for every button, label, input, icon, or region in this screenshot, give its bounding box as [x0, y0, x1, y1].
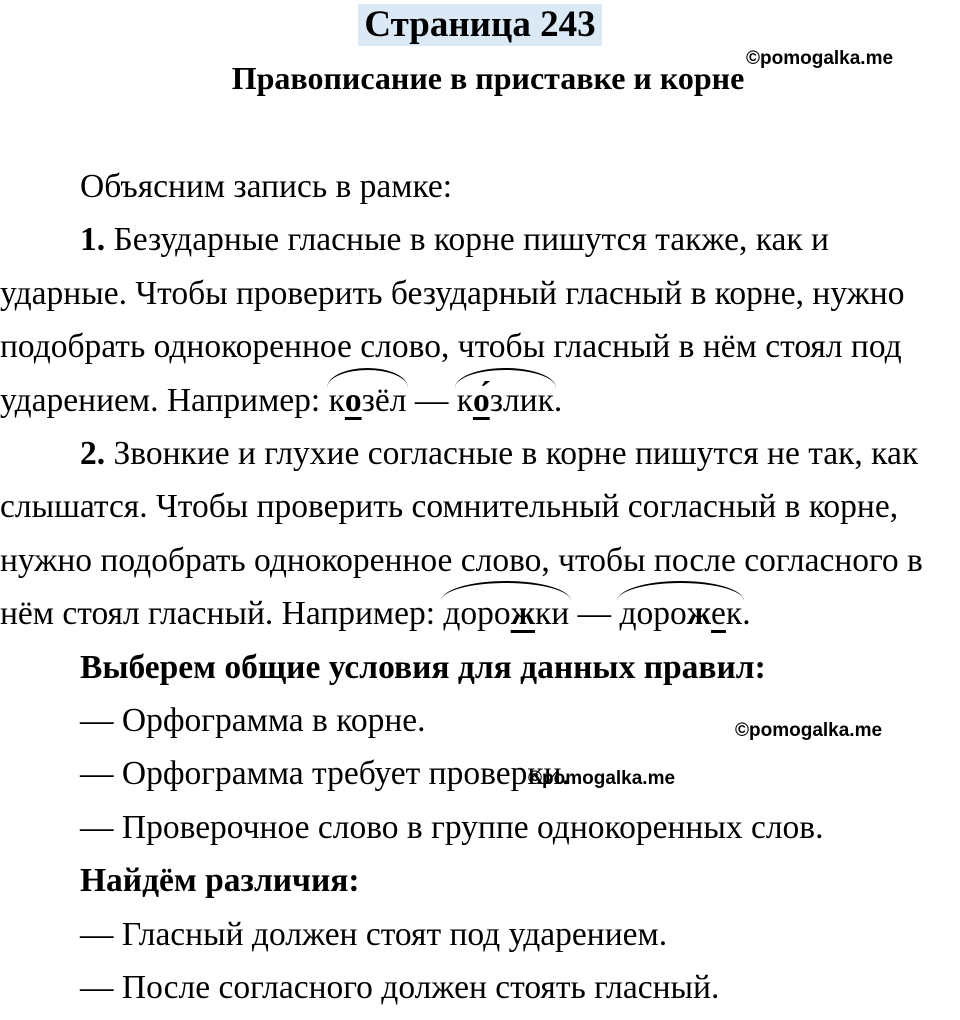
- example-word-kozel: козёл: [329, 374, 407, 427]
- watermark: ©pomogalka.me: [735, 720, 883, 741]
- orthogram-letter: ж: [686, 595, 712, 633]
- rule-2-number: 2.: [80, 435, 106, 473]
- common-item: — Проверочное слово в группе однокоренных слов.: [80, 808, 824, 846]
- orthogram-mark: о: [344, 381, 362, 419]
- rule-2-text: Звонкие и глухие согласные в корне пишутся не так, как слышатся. Чтобы проверить сомнительный согласный в корне, нужно подобрать однокоренное слово, чтобы после согласного в нём стоял гласный. Например:: [0, 435, 923, 633]
- diff-heading: Найдём различия:: [80, 862, 360, 900]
- page-title: Страница 243: [358, 4, 601, 46]
- rule-2: 2. Звонкие и глухие согласные в корне пишутся не так, как слышатся. Чтобы проверить сомнительный согласный в корне, нужно подобрать однокоренное слово, чтобы после согласного в нём стоял гласный. Например: дорожки — дорожек.: [0, 427, 960, 641]
- orthogram-mark: е: [711, 595, 726, 633]
- watermark: ©pomogalka.me: [528, 768, 676, 789]
- watermark: ©pomogalka.me: [746, 48, 894, 69]
- common-heading: Выберем общие условия для данных правил:: [80, 648, 766, 686]
- common-item: — Орфограмма требует проверки.: [80, 755, 570, 793]
- document-body: [0, 160, 960, 1015]
- orthogram-mark: ж: [510, 595, 535, 633]
- root-arc-icon: [455, 368, 556, 388]
- rule-1: 1. Безударные гласные в корне пишутся также, как и ударные. Чтобы проверить безударный гласный в корне, нужно подобрать однокоренное слово, чтобы гласный в нём стоял под ударением. Например: козёл — ко́злик.: [0, 213, 960, 427]
- page-subtitle: Правописание в приставке и корне: [231, 60, 745, 96]
- diff-item: — Гласный должен стоят под ударением.: [80, 915, 668, 953]
- title-wrap: [0, 4, 960, 46]
- diff-item: — После согласного должен стоять гласный.: [80, 969, 720, 1007]
- rule-1-text: Безударные гласные в корне пишутся также, как и ударные. Чтобы проверить безударный гласный в корне, нужно подобрать однокоренное слово, чтобы гласный в нём стоял под ударением. Например:: [0, 221, 905, 419]
- root-arc-icon: [617, 581, 744, 601]
- intro-text: Объясним запись в рамке:: [80, 168, 453, 205]
- rule-1-number: 1.: [80, 221, 106, 259]
- example-word-kozlik: ко́злик: [457, 374, 554, 427]
- orthogram-mark: о́: [472, 381, 490, 419]
- common-item: — Орфограмма в корне.: [80, 702, 426, 740]
- example-word-dorozhek: дорожек: [619, 587, 742, 640]
- root-arc-icon: [441, 581, 571, 601]
- root-arc-icon: [327, 368, 409, 388]
- example-word-dorozhki: дорожки: [443, 587, 569, 640]
